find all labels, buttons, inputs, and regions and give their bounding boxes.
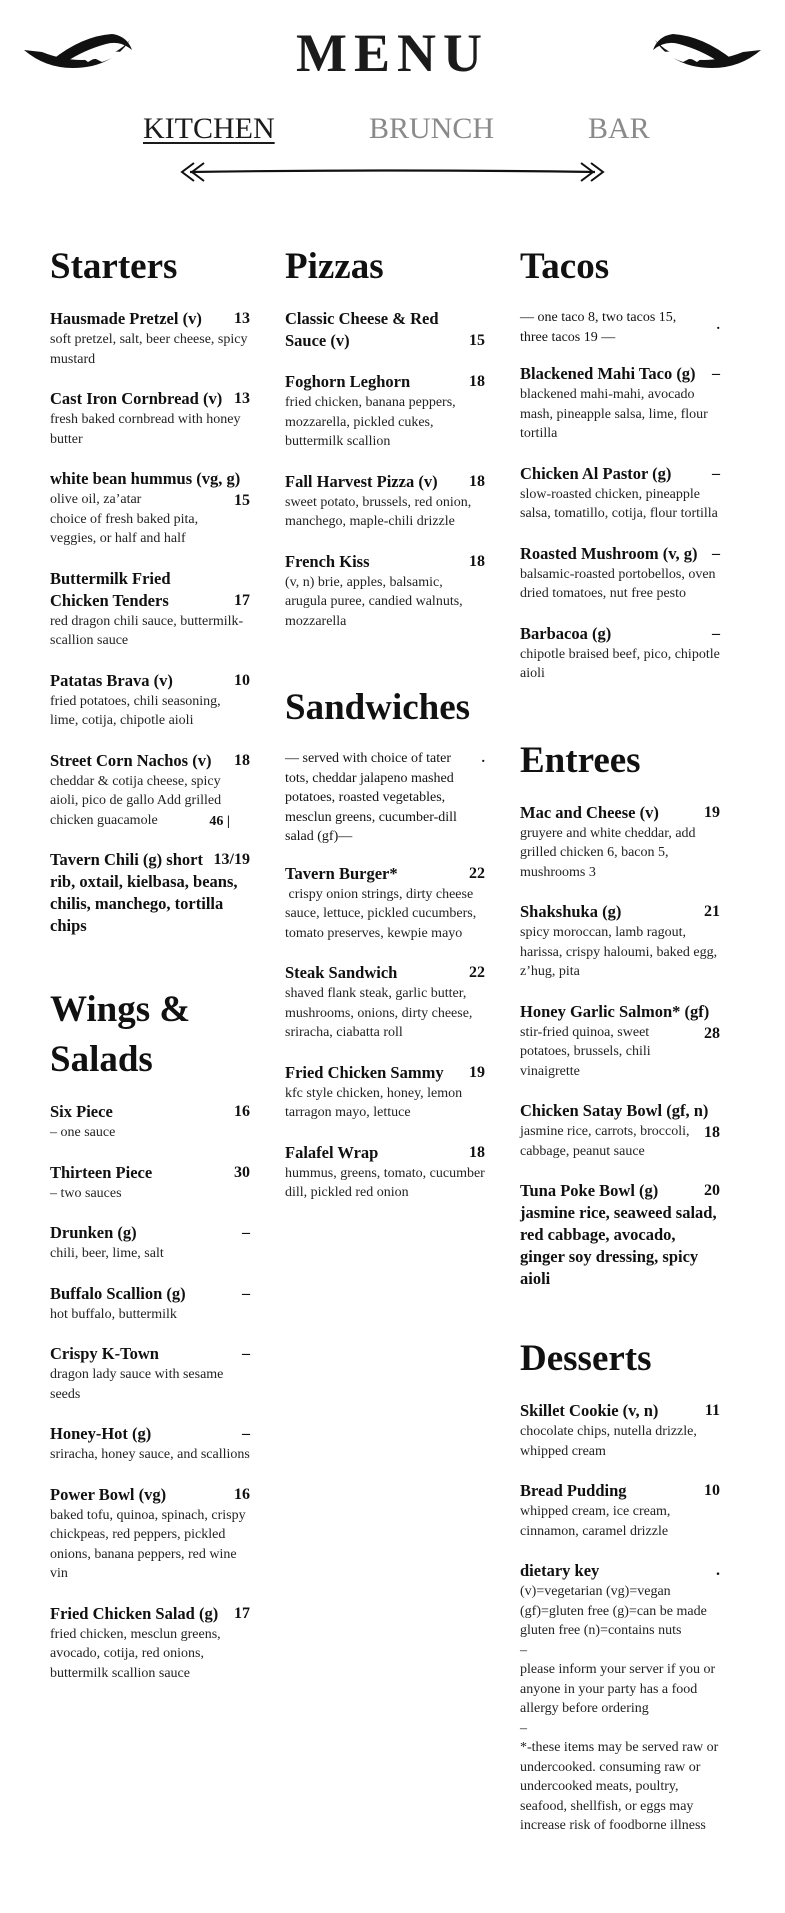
item-price: 10 [704,1482,720,1499]
menu-item [285,962,485,1043]
menu-item [50,849,250,937]
section-note [520,308,720,347]
menu-item [520,543,720,604]
menu-item [50,388,250,449]
menu-item [50,1343,250,1404]
item-description: olive oil, za’atar choice of fresh baked pita, veggies, or half and half [50,492,199,546]
item-description: chili, beer, lime, salt [50,1246,164,1261]
menu-item [520,1400,720,1461]
item-name: Six Piece [50,1102,113,1121]
section-sandwiches [285,683,485,1203]
section-title: Entrees [520,739,641,781]
section-title: Tacos [520,246,610,287]
dietary-key [520,1560,720,1836]
item-description: slow-roasted chicken, pineapple salsa, tomatillo, cotija, flour tortilla [520,486,718,521]
menu-item [50,1222,250,1264]
section-pizzas [285,242,485,631]
item-price: 13/19 [213,851,250,868]
item-price: 17 [234,1604,250,1622]
menu-item [285,551,485,632]
item-description: blackened mahi-mahi, avocado mash, pineapple salsa, lime, flour tortilla [520,387,708,441]
menu-column-1 [50,242,250,1731]
item-price: 18 [469,373,485,390]
item-name: Fall Harvest Pizza (v) [285,471,438,491]
tab-kitchen[interactable]: KITCHEN [143,112,275,145]
menu-item [285,371,485,452]
item-price: – [712,624,720,642]
item-description: jasmine rice, seaweed salad, red cabbage, avocado, ginger soy dressing, spicy aioli [520,1203,717,1288]
section-note [285,749,485,847]
item-description: crispy onion strings, dirty cheese sauce, lettuce, pickled cucumbers, tomato preserves, kewpie mayo [285,886,480,941]
section-title: Pizzas [285,246,384,287]
item-name: Blackened Mahi Taco (g) [520,364,696,383]
dietary-key-text: (v)=vegetarian (vg)=vegan (gf)=gluten free (g)=can be made gluten free (n)=contains nuts – please inform your server if you or anyone in your party has a food allergy before ordering – *-these items may be served raw or undercooked. consuming raw or undercooked meats, poultry, seafood, shellfish, or eggs may increase risk of foodborne illness [520,1584,719,1833]
item-name: white bean hummus (vg, g) [50,469,241,488]
menu-item [50,1283,250,1325]
double-arrow-divider-icon [176,160,609,184]
item-name: Tuna Poke Bowl (g) [520,1181,659,1200]
item-name: Fried Chicken Sammy [285,1062,444,1082]
item-name: Chicken Al Pastor (g) [520,463,672,483]
item-name: Cast Iron Cornbread (v) [50,389,223,408]
item-description: – one sauce [50,1125,116,1140]
item-description: cheddar & cotija cheese, spicy aioli, pico de gallo Add grilled chicken guacamole [50,773,222,828]
item-name: Buffalo Scallion (g) [50,1283,186,1303]
item-description: baked tofu, quinoa, spinach, crispy chickpeas, red peppers, pickled onions, banana peppers, red wine vin [50,1507,246,1581]
section-note-price: . [481,751,485,766]
item-name: Falafel Wrap [285,1142,379,1162]
menu-item [50,468,250,549]
section-title: Desserts [520,1338,652,1379]
section-wings-salads [50,985,250,1683]
item-price: 15 [234,492,250,509]
menu-item [520,1180,720,1290]
menu-item [285,1062,485,1123]
section-note-text: — served with choice of tater tots, cheddar jalapeno mashed potatoes, roasted vegetables, mesclun greens, cucumber-dill salad (gf)— [285,751,457,844]
item-price: – [242,1345,250,1362]
menu-item [50,1101,250,1143]
item-description: (v, n) brie, apples, balsamic, arugula puree, candied walnuts, mozzarella [285,574,463,629]
item-description: shaved flank steak, garlic butter, mushrooms, onions, dirty cheese, sriracha, ciabatta roll [285,986,473,1040]
flourish-right-icon [648,30,763,80]
item-price: – [712,365,720,382]
item-price: 17 [234,591,250,609]
item-description: dragon lady sauce with sesame seeds [50,1367,224,1402]
item-description: fried chicken, banana peppers, mozzarella, pickled cukes, buttermilk scallion [285,395,456,449]
item-price: 18 [469,552,485,570]
item-price: 16 [234,1103,250,1120]
menu-item [50,1484,250,1584]
section-title: Sandwiches [285,687,471,728]
item-description: soft pretzel, salt, beer cheese, spicy mustard [50,332,248,367]
menu-item [285,1142,485,1203]
item-description: hummus, greens, tomato, cucumber dill, pickled red onion [285,1165,485,1200]
item-name: Power Bowl (vg) [50,1484,167,1504]
item-price: 18 [469,1143,485,1161]
item-name: Skillet Cookie (v, n) [520,1401,659,1420]
item-description: spicy moroccan, lamb ragout, harissa, crispy haloumi, baked egg, z’hug, pita [520,925,718,979]
item-description: red dragon chili sauce, buttermilk-scallion sauce [50,613,244,648]
item-price: – [242,1284,250,1302]
item-price: 18 [234,751,250,769]
item-name: French Kiss [285,551,370,571]
menu-item [50,1162,250,1204]
menu-item [520,1001,720,1082]
menu-item [520,363,720,444]
menu-item [50,308,250,369]
item-price: 22 [469,864,485,882]
item-price: 10 [234,671,250,689]
item-price: 21 [704,903,720,920]
section-note-text: — one taco 8, two tacos 15, three tacos 19 — [520,310,677,345]
item-name: Drunken (g) [50,1223,137,1242]
item-price: 18 [704,1124,720,1141]
page-title: MENU [296,23,489,83]
item-price: 16 [234,1485,250,1503]
item-name: Tavern Burger* [285,863,398,883]
menu-column-3 [520,242,720,1884]
item-price: 18 [469,472,485,490]
menu-column-2 [285,242,485,1251]
section-desserts [520,1334,720,1836]
menu-item [50,750,250,831]
item-description: fried chicken, mesclun greens, avocado, cotija, red onions, buttermilk scallion sauce [50,1626,221,1681]
item-description: fresh baked cornbread with honey butter [50,412,241,447]
item-name: Hausmade Pretzel (v) [50,309,202,328]
item-description: sweet potato, brussels, red onion, manchego, maple-chili drizzle [285,494,472,529]
item-description: fried potatoes, chili seasoning, lime, cotija, chipotle aioli [50,693,221,728]
item-description: hot buffalo, buttermilk [50,1306,177,1322]
item-price: 13 [234,390,250,407]
item-description: chipotle braised beef, pico, chipotle aioli [520,646,720,681]
item-price: – [242,1224,250,1241]
menu-item [520,1480,720,1541]
menu-item [520,1100,720,1161]
item-name: Roasted Mushroom (v, g) [520,543,698,563]
menu-item [50,1423,250,1465]
item-description: jasmine rice, carrots, broccoli, cabbage, peanut sauce [520,1124,690,1159]
item-name: Honey-Hot (g) [50,1424,152,1443]
item-name: Shakshuka (g) [520,902,622,921]
item-price: – [712,544,720,562]
item-price: 11 [704,1402,720,1419]
menu-item [285,308,485,352]
menu-item [520,623,720,684]
menu-item [50,670,250,731]
menu-item [520,802,720,883]
item-name: Chicken Satay Bowl (gf, n) [520,1101,709,1120]
item-description: sriracha, honey sauce, and scallions [50,1447,250,1462]
item-price: 13 [234,310,250,327]
item-description: chocolate chips, nutella drizzle, whipped cream [520,1424,697,1459]
item-price: 28 [704,1024,720,1042]
item-name: Steak Sandwich [285,963,398,982]
item-price: 20 [704,1182,720,1199]
item-name: dietary key [520,1561,600,1580]
menu-item [285,471,485,532]
item-name: Patatas Brava (v) [50,670,173,690]
item-description: – two sauces [50,1185,122,1201]
item-name: Street Corn Nachos (v) [50,750,212,770]
menu-item [50,568,250,651]
item-price: – [712,464,720,482]
section-starters [50,242,250,937]
item-name: Bread Pudding [520,1481,627,1500]
item-description: stir-fried quinoa, sweet potatoes, brussels, chili vinaigrette [520,1024,651,1079]
section-title: Starters [50,246,178,287]
item-price: . [716,1562,720,1579]
menu-item [520,901,720,982]
item-name: Honey Garlic Salmon* (gf) [520,1001,710,1021]
item-price: – [242,1425,250,1442]
item-description: rib, oxtail, kielbasa, beans, chilis, manchego, tortilla chips [50,872,238,935]
item-description: whipped cream, ice cream, cinnamon, caramel drizzle [520,1504,671,1539]
menu-tabs [0,112,785,152]
menu-item [50,1603,250,1684]
item-price: 30 [234,1163,250,1181]
section-tacos [520,242,720,684]
item-name: Buttermilk Fried Chicken Tenders [50,568,171,610]
tab-brunch[interactable]: BRUNCH [369,112,495,145]
item-name: Mac and Cheese (v) [520,802,659,822]
tab-bar[interactable]: BAR [588,112,650,145]
item-name: Classic Cheese & Red Sauce (v) [285,309,439,350]
item-price: 15 [469,332,485,349]
item-description: gruyere and white cheddar, add grilled chicken 6, bacon 5, mushrooms 3 [520,825,696,880]
menu-item [285,863,485,944]
item-name: Tavern Chili (g) short [50,850,203,869]
menu-item [520,463,720,524]
item-addon-price: 46 | [209,814,230,829]
item-name: Thirteen Piece [50,1162,153,1182]
menu-header [0,0,785,200]
item-description: kfc style chicken, honey, lemon tarragon mayo, lettuce [285,1085,463,1120]
section-title: Wings & Salads [50,989,191,1080]
section-note-price: . [716,318,720,333]
item-price: 22 [469,964,485,981]
item-description: balsamic-roasted portobellos, oven dried tomatoes, nut free pesto [520,566,716,601]
item-name: Barbacoa (g) [520,623,612,643]
item-price: 19 [704,803,720,821]
section-entrees [520,736,720,1291]
item-price: 19 [469,1063,485,1081]
item-name: Foghorn Leghorn [285,372,411,391]
item-name: Crispy K-Town [50,1344,159,1363]
item-name: Fried Chicken Salad (g) [50,1603,219,1623]
